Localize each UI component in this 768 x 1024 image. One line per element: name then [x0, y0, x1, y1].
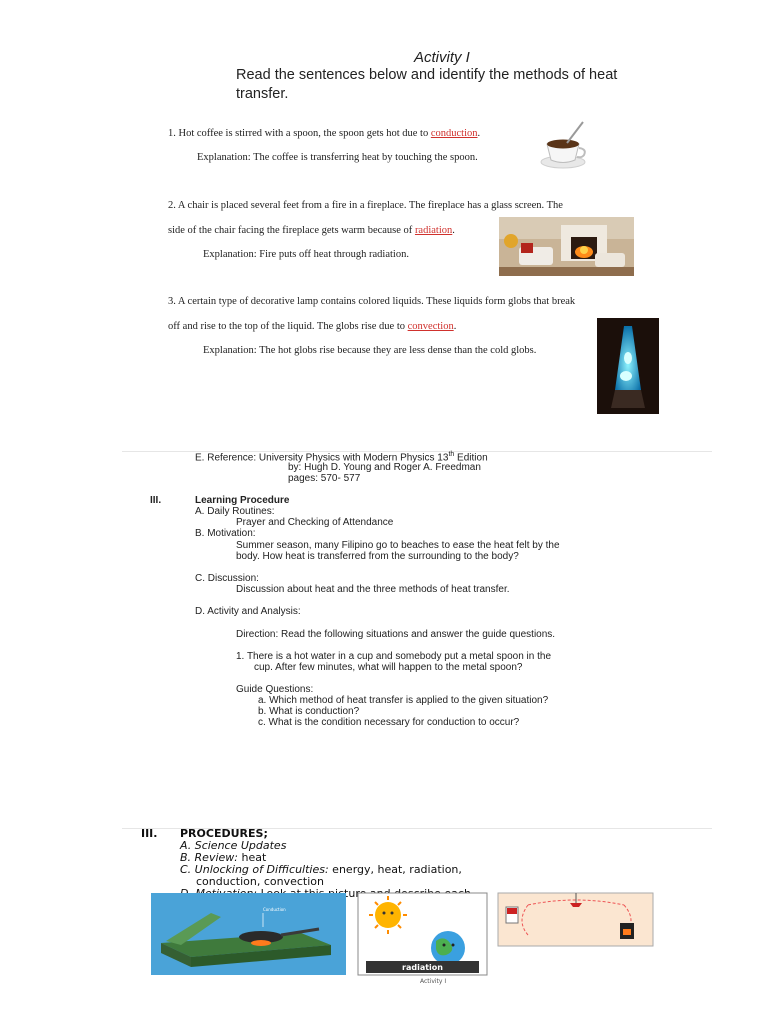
reference-text: E. Reference: University Physics with Modern Physics 13 — [195, 452, 449, 464]
fireplace-room-image — [499, 217, 634, 276]
unlocking-label: C. Unlocking of Difficulties: — [180, 863, 329, 876]
situation-text-2: cup. After few minutes, what will happen to the metal spoon? — [254, 662, 523, 673]
unlocking-text: energy, heat, radiation, — [328, 863, 462, 876]
item-1-period: . — [477, 128, 481, 139]
direction-text: Direction: Read the following situations and answer the guide questions. — [236, 629, 556, 640]
motivation-text-2: body. How heat is transferred from the surrounding to the body? — [236, 551, 519, 562]
daily-routines-label: A. Daily Routines: — [195, 506, 275, 517]
motivation-label: B. Motivation: — [195, 528, 256, 539]
item-3-period: . — [453, 321, 457, 332]
item-2-period: . — [452, 225, 455, 236]
guide-question-a: a. Which method of heat transfer is applied to the given situation? — [258, 695, 549, 706]
cut-off-text: Activity I — [420, 978, 447, 985]
reference-tail: Edition — [454, 452, 488, 464]
item-2-text: side of the chair facing the fireplace gets warm because of — [168, 225, 415, 236]
situation-text-1: 1. There is a hot water in a cup and somebody put a metal spoon in the — [236, 651, 552, 662]
activity-analysis-label: D. Activity and Analysis: — [195, 606, 301, 617]
convection-image — [498, 893, 653, 946]
reference-authors: by: Hugh D. Young and Roger A. Freedman — [288, 462, 481, 473]
activity-title: Activity I — [414, 49, 470, 66]
activity-item-3-line2 — [168, 321, 456, 332]
unlocking-text-2: conduction, convection — [196, 875, 324, 888]
item-1-text: 1. Hot coffee is stirred with a spoon, the spoon gets hot due to — [168, 128, 431, 139]
procedures-title: PROCEDURES; — [180, 827, 268, 840]
item-1-answer: conduction — [430, 128, 478, 139]
review-label: B. Review: — [180, 851, 238, 864]
discussion-label: C. Discussion: — [195, 573, 259, 584]
section-number: III. — [150, 495, 162, 506]
motivation-line-text: picture — [327, 887, 367, 900]
item-3-answer: convection — [407, 321, 454, 332]
lava-lamp-image — [597, 318, 659, 414]
item-3-text: off and rise to the top of the liquid. The globs rise due to — [168, 321, 408, 332]
activity-item-2-line2 — [168, 225, 455, 236]
guide-question-c: c. What is the condition necessary for conduction to occur? — [258, 717, 520, 728]
guide-question-b: b. What is conduction? — [258, 706, 360, 717]
activity-item-1 — [168, 128, 480, 139]
activity-item-1-explanation: Explanation: The coffee is transferring heat by touching the spoon. — [197, 152, 478, 163]
activity-item-2-explanation: Explanation: Fire puts off heat through radiation. — [203, 249, 409, 260]
section-title: Learning Procedure — [195, 495, 290, 506]
conduction-caption: Conduction — [263, 907, 286, 912]
reference-sup: th — [448, 451, 455, 458]
science-updates: A. Science Updates — [180, 839, 287, 852]
radiation-image — [358, 893, 487, 975]
daily-routines-text: Prayer and Checking of Attendance — [236, 517, 394, 528]
review-text: heat — [238, 851, 267, 864]
procedures-number: III. — [141, 827, 158, 840]
activity-item-3-explanation: Explanation: The hot globs rise because they are less dense than the cold globs. — [203, 345, 537, 356]
activity-item-2-line1: 2. A chair is placed several feet from a fire in a fireplace. The fireplace has a glass screen. The — [168, 200, 563, 211]
guide-questions-label: Guide Questions: — [236, 684, 314, 695]
activity-item-3-line1: 3. A certain type of decorative lamp contains colored liquids. These liquids form globs that break — [168, 296, 576, 307]
discussion-text: Discussion about heat and the three methods of heat transfer. — [236, 584, 510, 595]
coffee-cup-image — [537, 118, 589, 174]
conduction-image — [151, 893, 346, 975]
reference-pages: pages: 570- 577 — [288, 473, 361, 484]
radiation-caption: radiation — [402, 963, 443, 972]
activity-instructions: Read the sentences below and identify the methods of heat transfer. — [236, 67, 618, 102]
motivation-text-1: Summer season, many Filipino go to beaches to ease the heat felt by the — [236, 540, 560, 551]
item-2-answer: radiation — [414, 225, 453, 236]
